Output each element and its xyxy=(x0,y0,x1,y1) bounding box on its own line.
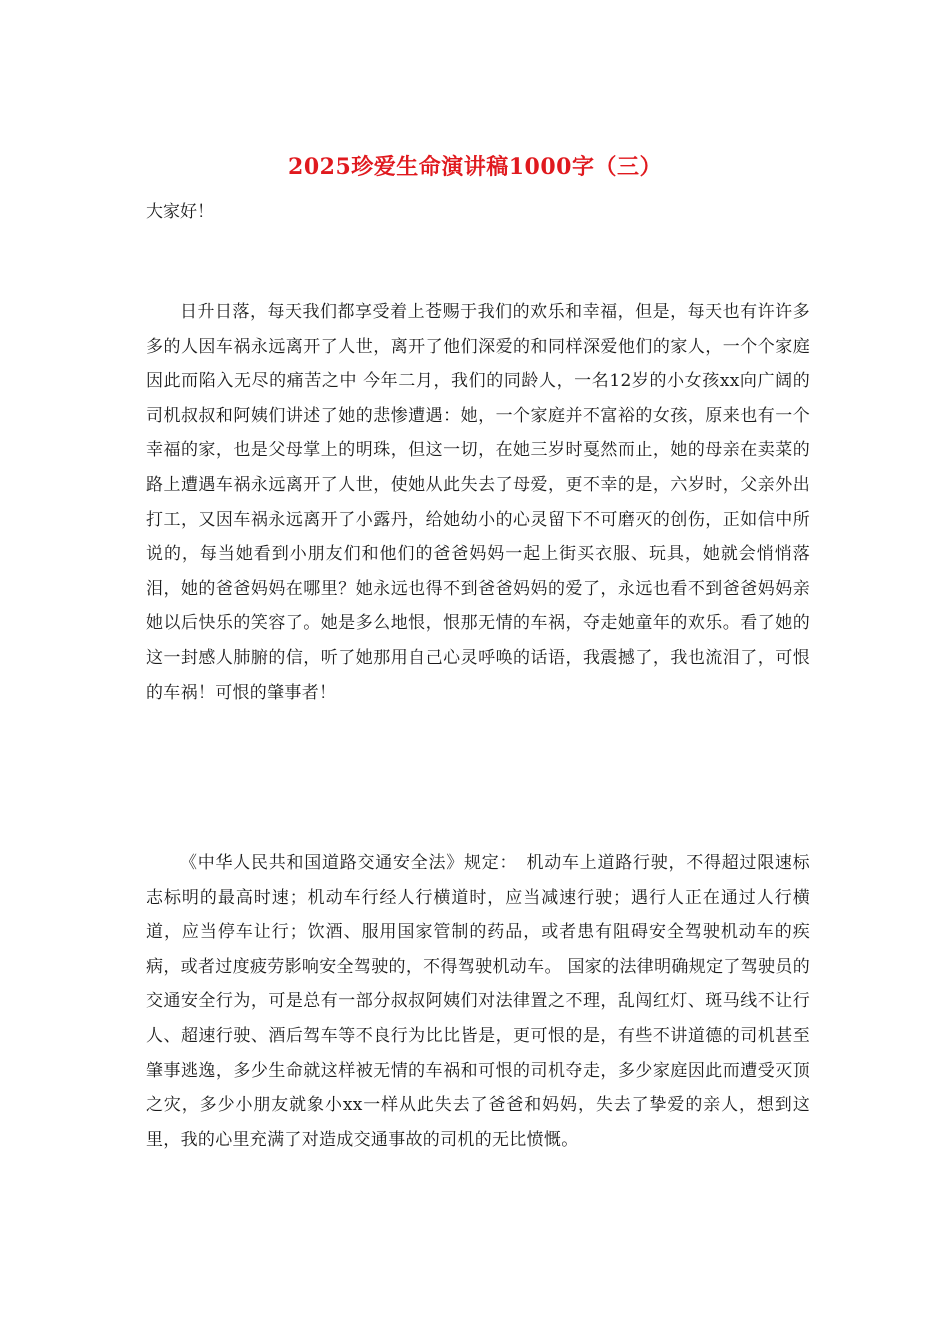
paragraph-1: 日升日落，每天我们都享受着上苍赐于我们的欢乐和幸福，但是，每天也有许许多多的人因车祸永远离开了人世，离开了他们深爱的和同样深爱他们的家人，一个个家庭因此而陷入无尽的痛苦之中 今年二月，我们的同龄人，一名12岁的小女孩xx向广阔的司机叔叔和阿姨们讲述了她的悲惨遭遇：她，一个家庭并不富裕的女孩，原来也有一个幸福的家，也是父母掌上的明珠，但这一切，在她三岁时戛然而止，她的母亲在卖菜的路上遭遇车祸永远离开了人世，使她从此失去了母爱，更不幸的是，六岁时，父亲外出打工，又因车祸永远离开了小露丹，给她幼小的心灵留下不可磨灭的创伤，正如信中所说的，每当她看到小朋友们和他们的爸爸妈妈一起上街买衣服、玩具，她就会悄悄落泪，她的爸爸妈妈在哪里？她永远也得不到爸爸妈妈的爱了，永远也看不到爸爸妈妈亲她以后快乐的笑容了。她是多么地恨，恨那无情的车祸，夺走她童年的欢乐。看了她的这一封感人肺腑的信，听了她那用自己心灵呼唤的话语，我震撼了，我也流泪了，可恨的车祸！可恨的肇事者！ xyxy=(146,302,810,703)
document-title: 2025珍爱生命演讲稿1000字（三） xyxy=(288,154,662,180)
greeting-text: 大家好！ xyxy=(146,202,214,222)
paragraph-2: 《中华人民共和国道路交通安全法》规定： 机动车上道路行驶，不得超过限速标志标明的最高时速；机动车行经人行横道时，应当减速行驶；遇行人正在通过人行横道，应当停车让行；饮酒、服用国家管制的药品，或者患有阻碍安全驾驶机动车的疾病，或者过度疲劳影响安全驾驶的，不得驾驶机动车。 国家的法律明确规定了驾驶员的交通安全行为，可是总有一部分叔叔阿姨们对法律置之不理，乱闯红灯、斑马线不让行人、超速行驶、酒后驾车等不良行为比比皆是，更可恨的是，有些不讲道德的司机甚至肇事逃逸，多少生命就这样被无情的车祸和可恨的司机夺走，多少家庭因此而遭受灭顶之灾，多少小朋友就象小xx一样从此失去了爸爸和妈妈，失去了挚爱的亲人，想到这里，我的心里充满了对造成交通事故的司机的无比愤慨。 xyxy=(146,853,810,1150)
